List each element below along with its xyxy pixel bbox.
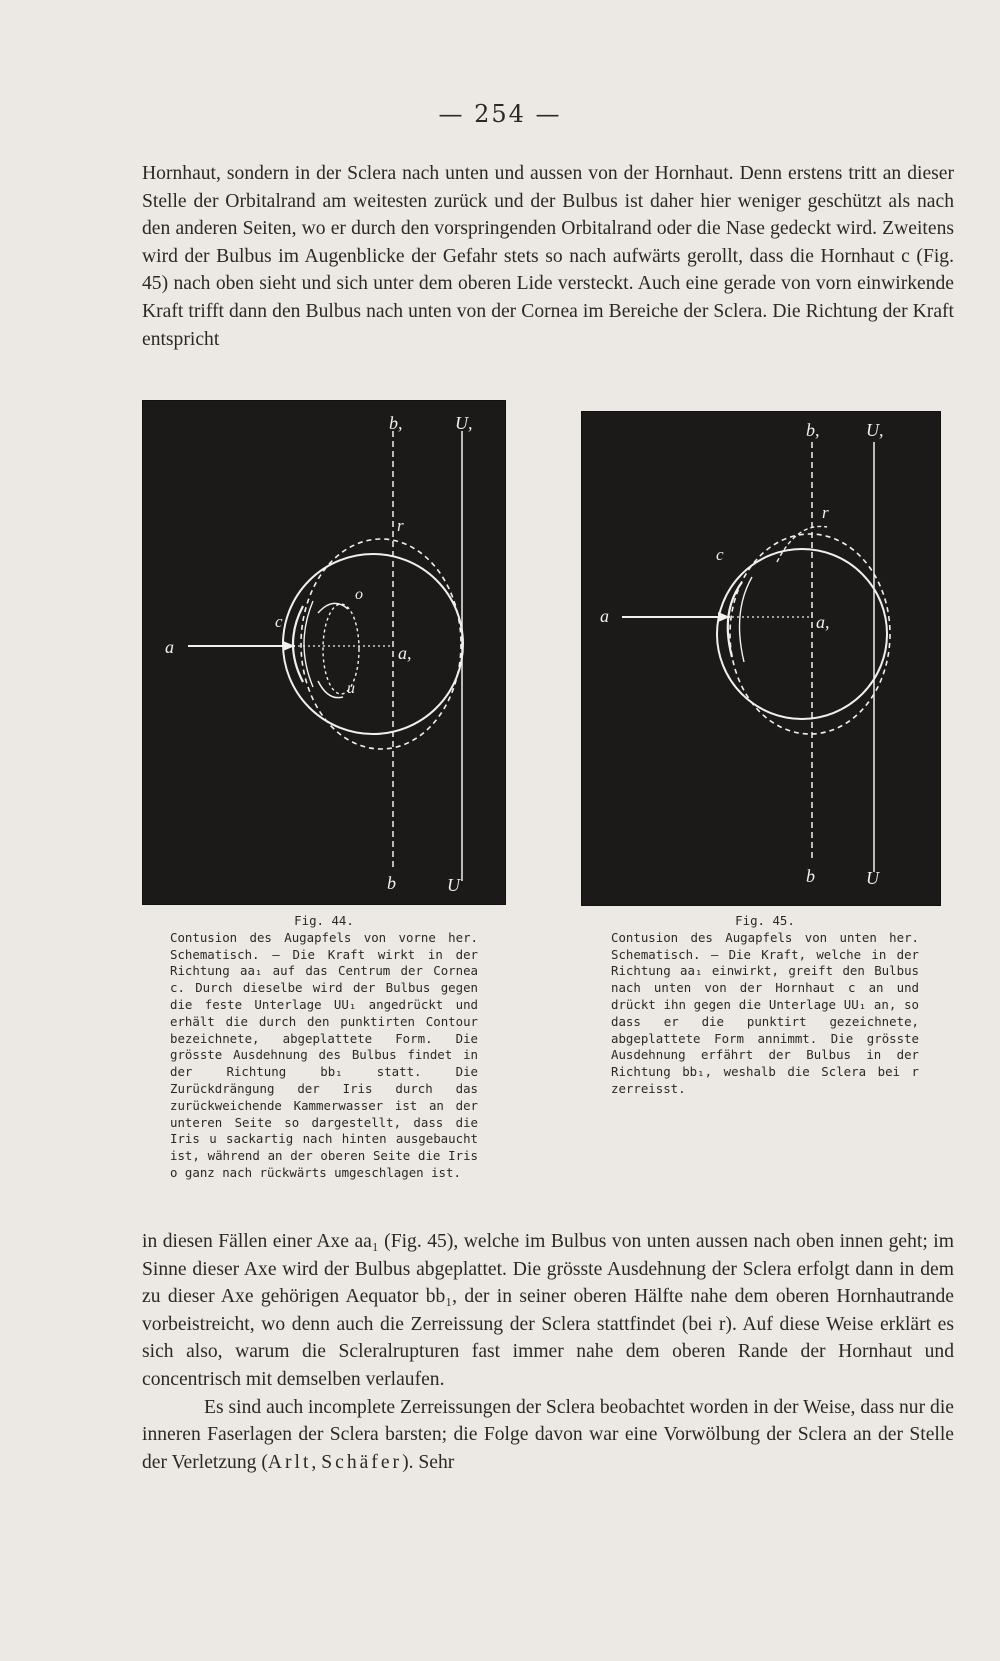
flattened-contour — [301, 539, 461, 749]
figure-44 — [142, 400, 506, 905]
bulbus-outline — [717, 549, 887, 719]
label-r: r — [822, 503, 829, 522]
label-a: a — [165, 637, 174, 657]
label-a1: a, — [816, 612, 830, 632]
label-r: r — [397, 516, 404, 535]
label-b1: b, — [806, 420, 820, 440]
author-arlt: Arlt — [267, 1451, 312, 1473]
paragraph-bottom — [142, 1228, 954, 1476]
rupture-r — [777, 526, 827, 562]
label-b: b — [387, 873, 396, 893]
page-number: — 254 — — [438, 100, 562, 128]
label-U: U — [866, 868, 879, 888]
paragraph-bottom-1: in diesen Fällen einer Axe aa₁ (Fig. 45), welche im Bulbus von unten aussen nach oben innen geht; im Sinne dieser Axe wird der Bulbus abgeplattet. Die grösste Ausdehnung der Sclera erfolgt dann in dem zu dieser Axe gehörigen Aequator bb₁, der in seiner oberen Hälfte nahe dem oberen Hornhautrande vorbeistreicht, wo denn auch die Zerreissung der Sclera stattfindet (bei r). Auf diese Weise erklärt es sich also, warum die Scleralrupturen fast immer nahe dem oberen Rande der Hornhaut und concentrisch mit demselben verlaufen. — [142, 1231, 954, 1390]
label-U1: U, — [866, 420, 884, 440]
caption-44-text: Contusion des Augapfels von vorne her. Schematisch. — Die Kraft wirkt in der Richtung aa₁ auf das Centrum der Cornea c. Durch dieselbe wird der Bulbus gegen die feste Unterlage UU₁ angedrückt und erhält die durch den punktirten Contour bezeichnete, abgeplattete Form. Die grösste Ausdehnung des Bulbus findet in der Richtung bb₁ statt. Die Zurückdrängung der Iris durch das zurückweichende Kammerwasser ist an der unteren Seite so dargestellt, dass die Iris u sackartig nach hinten ausgebaucht ist, während an der oberen Seite die Iris o ganz nach rückwärts umgeschlagen ist. — [170, 929, 478, 1180]
iris-lower — [318, 681, 343, 698]
bulbus-outline — [283, 554, 463, 734]
label-a: a — [600, 606, 609, 626]
figure-45-drawing — [582, 412, 940, 905]
label-a1: a, — [398, 643, 412, 663]
figure-44-drawing — [143, 401, 505, 904]
label-o: o — [355, 586, 363, 603]
figure-45 — [581, 411, 941, 906]
label-b: b — [806, 866, 815, 886]
paragraph-bottom-2: Es sind auch incomplete Zerreissungen der Sclera beobachtet worden in der Weise, dass nur die inneren Faserlagen der Sclera barsten; die Folge davon war eine Vorwölbung der Sclera an der Stelle der Verletzung (Arlt, Schäfer). Sehr — [142, 1396, 954, 1473]
label-b1: b, — [389, 413, 403, 433]
caption-45-title: Fig. 45. — [735, 913, 795, 928]
caption-44-title: Fig. 44. — [294, 913, 354, 928]
label-c: c — [275, 612, 283, 631]
label-U1: U, — [455, 413, 473, 433]
author-schaefer: Schäfer — [321, 1451, 403, 1473]
paragraph-top: Hornhaut, sondern in der Sclera nach unten und aussen von der Hornhaut. Denn erstens tritt an dieser Stelle der Orbitalrand am weitesten zurück und der Bulbus ist daher hier weniger geschützt als nach den anderen Seiten, wo er durch den vorspringenden Orbitalrand oder die Nase gedeckt wird. Zweitens wird der Bulbus im Augenblicke der Gefahr stets so nach aufwärts gerollt, dass die Hornhaut c (Fig. 45) nach oben sieht und sich unter dem oberen Lide versteckt. Auch eine gerade von vorn einwirkende Kraft trifft dann den Bulbus nach unten von der Cornea im Bereiche der Sclera. Die Richtung der Kraft entspricht — [142, 163, 954, 350]
label-u: u — [347, 680, 355, 697]
caption-45-text: Contusion des Augapfels von unten her. Schematisch. — Die Kraft, welche in der Richtung aa₁ einwirkt, greift den Bulbus nach unten von der Hornhaut c an und drückt ihn gegen die Unterlage UU₁ an, so dass er die punktirt gezeichnete, abgeplattete Form annimmt. Die grösste Ausdehnung erfährt der Bulbus in der Richtung bb₁, weshalb die Sclera bei r zerreisst. — [611, 929, 919, 1096]
caption-fig-45 — [611, 913, 919, 1098]
label-c: c — [716, 545, 724, 564]
label-U: U — [447, 875, 460, 895]
caption-fig-44 — [170, 913, 478, 1182]
